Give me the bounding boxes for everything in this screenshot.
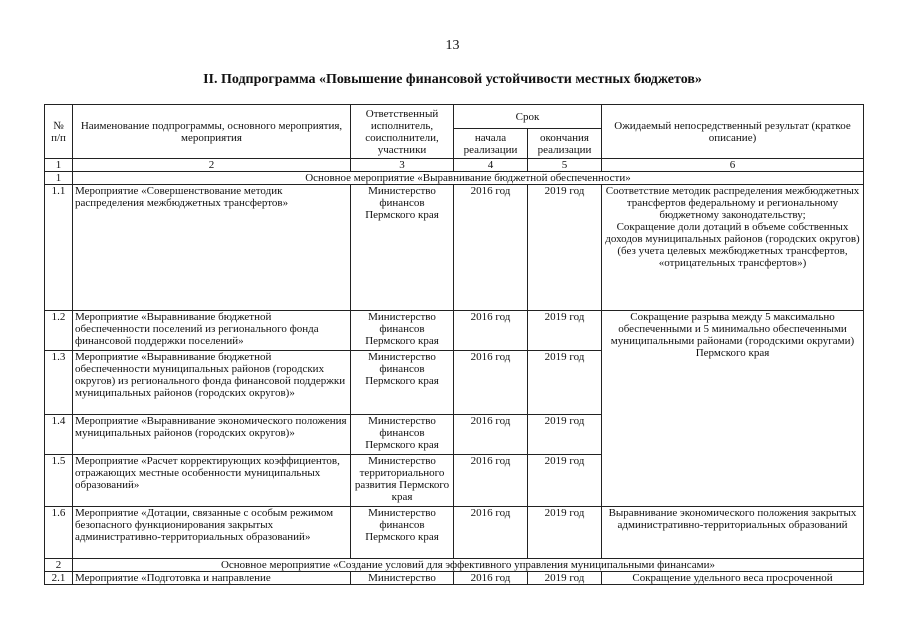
row-end: 2019 год bbox=[528, 455, 602, 507]
row-responsible: Министерство финансов Пермского края bbox=[351, 507, 454, 559]
row-responsible: Министерство bbox=[351, 572, 454, 585]
col-num-6: 6 bbox=[602, 159, 864, 172]
row-start: 2016 год bbox=[454, 185, 528, 311]
row-responsible: Министерство финансов Пермского края bbox=[351, 415, 454, 455]
row-result: Соответствие методик распределения межбюджетных трансфертов федеральному и региональному бюджетному законодательству; Сокращение доли дотаций в объеме собственных доходов муниципальных районов (городских округов) (без учета целевых межбюджетных трансфертов, «отрицательных трансфертов») bbox=[602, 185, 864, 311]
section-label: Основное мероприятие «Выравнивание бюджетной обеспеченности» bbox=[73, 172, 864, 185]
row-num: 1.1 bbox=[45, 185, 73, 311]
header-start: начала реализации bbox=[454, 129, 528, 159]
row-end: 2019 год bbox=[528, 311, 602, 351]
section-row bbox=[45, 172, 864, 185]
row-start: 2016 год bbox=[454, 311, 528, 351]
section-num: 1 bbox=[45, 172, 73, 185]
header-term: Срок bbox=[454, 105, 602, 129]
header-responsible: Ответственный исполнитель, соисполнители, участники bbox=[351, 105, 454, 159]
row-responsible: Министерство финансов Пермского края bbox=[351, 311, 454, 351]
row-responsible: Министерство территориального развития Пермского края bbox=[351, 455, 454, 507]
row-num: 1.4 bbox=[45, 415, 73, 455]
section-row bbox=[45, 559, 864, 572]
header-name: Наименование подпрограммы, основного мероприятия, мероприятия bbox=[73, 105, 351, 159]
activities-table bbox=[44, 104, 864, 585]
col-num-3: 3 bbox=[351, 159, 454, 172]
page-number: 13 bbox=[445, 38, 460, 53]
col-num-1: 1 bbox=[45, 159, 73, 172]
column-numbers-row bbox=[45, 159, 864, 172]
row-start: 2016 год bbox=[454, 455, 528, 507]
header-num: № п/п bbox=[45, 105, 73, 159]
row-start: 2016 год bbox=[454, 507, 528, 559]
row-name: Мероприятие «Выравнивание экономического положения муниципальных районов (городских округов)» bbox=[73, 415, 351, 455]
row-num: 2.1 bbox=[45, 572, 73, 585]
row-result: Выравнивание экономического положения закрытых административно-территориальных образований bbox=[602, 507, 864, 559]
row-name: Мероприятие «Подготовка и направление bbox=[73, 572, 351, 585]
row-name: Мероприятие «Выравнивание бюджетной обеспеченности муниципальных районов (городских округов) из регионального фонда финансовой поддержки муниципальных районов (городских округов)» bbox=[73, 351, 351, 415]
row-name: Мероприятие «Совершенствование методик распределения межбюджетных трансфертов» bbox=[73, 185, 351, 311]
table-row bbox=[45, 185, 864, 311]
row-start: 2016 год bbox=[454, 572, 528, 585]
table-row bbox=[45, 311, 864, 351]
row-end: 2019 год bbox=[528, 185, 602, 311]
section-label: Основное мероприятие «Создание условий для эффективного управления муниципальными финансами» bbox=[73, 559, 864, 572]
row-end: 2019 год bbox=[528, 572, 602, 585]
row-num: 1.5 bbox=[45, 455, 73, 507]
row-result: Сокращение удельного веса просроченной bbox=[602, 572, 864, 585]
row-name: Мероприятие «Расчет корректирующих коэффициентов, отражающих местные особенности муниципальных образований» bbox=[73, 455, 351, 507]
header-result: Ожидаемый непосредственный результат (краткое описание) bbox=[602, 105, 864, 159]
col-num-5: 5 bbox=[528, 159, 602, 172]
row-name: Мероприятие «Выравнивание бюджетной обеспеченности поселений из регионального фонда финансовой поддержки поселений» bbox=[73, 311, 351, 351]
header-row-1 bbox=[45, 105, 864, 129]
row-num: 1.2 bbox=[45, 311, 73, 351]
header-end: окончания реализации bbox=[528, 129, 602, 159]
table-row bbox=[45, 572, 864, 585]
row-end: 2019 год bbox=[528, 507, 602, 559]
section-num: 2 bbox=[45, 559, 73, 572]
row-start: 2016 год bbox=[454, 415, 528, 455]
row-responsible: Министерство финансов Пермского края bbox=[351, 351, 454, 415]
subprogram-title: II. Подпрограмма «Повышение финансовой устойчивости местных бюджетов» bbox=[203, 72, 702, 87]
table-row bbox=[45, 507, 864, 559]
row-end: 2019 год bbox=[528, 415, 602, 455]
row-result-merged: Сокращение разрыва между 5 максимально обеспеченными и 5 минимально обеспеченными муниципальными районами (городскими округами) Пермского края bbox=[602, 311, 864, 507]
row-num: 1.3 bbox=[45, 351, 73, 415]
col-num-4: 4 bbox=[454, 159, 528, 172]
col-num-2: 2 bbox=[73, 159, 351, 172]
row-start: 2016 год bbox=[454, 351, 528, 415]
row-num: 1.6 bbox=[45, 507, 73, 559]
row-responsible: Министерство финансов Пермского края bbox=[351, 185, 454, 311]
row-end: 2019 год bbox=[528, 351, 602, 415]
row-name: Мероприятие «Дотации, связанные с особым режимом безопасного функционирования закрытых административно-территориальных образований» bbox=[73, 507, 351, 559]
